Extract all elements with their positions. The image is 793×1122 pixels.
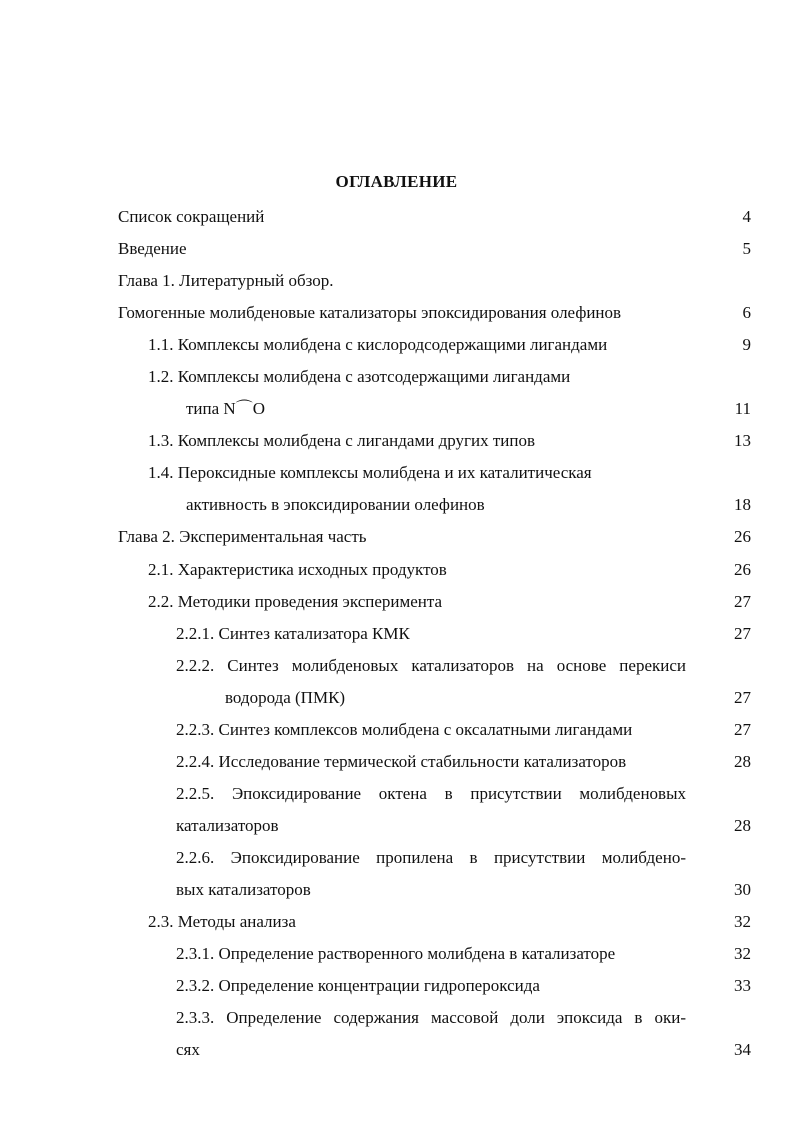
toc-entry-text: Гомогенные молибденовые катализаторы эпоксидирования олефинов xyxy=(118,303,622,322)
toc-entry-page: 33 xyxy=(734,976,751,995)
toc-entry xyxy=(0,973,793,999)
toc-entry-text: 2.2.4. Исследование термической стабильности катализаторов xyxy=(176,752,627,771)
toc-entry-text: Список сокращений xyxy=(118,207,265,226)
toc-entry-text: Введение xyxy=(118,239,187,258)
toc-entry-page: 30 xyxy=(734,880,751,899)
toc-entry xyxy=(0,492,793,518)
toc-entry xyxy=(0,621,793,647)
toc-entry-text: Глава 2. Экспериментальная часть xyxy=(118,527,367,546)
toc-entry xyxy=(0,1005,793,1031)
toc-entry-page: 13 xyxy=(734,431,751,450)
toc-entry xyxy=(0,332,793,358)
toc-entry xyxy=(0,685,793,711)
toc-entry xyxy=(0,877,793,903)
toc-entry xyxy=(0,941,793,967)
toc-entry-page: 5 xyxy=(742,239,751,258)
toc-entry-text: сях xyxy=(176,1040,200,1059)
toc-entry xyxy=(0,364,793,390)
toc-entry-text: 2.3.2. Определение концентрации гидропероксида xyxy=(176,976,540,995)
toc-entry xyxy=(0,396,793,422)
toc-entry-text: 1.3. Комплексы молибдена с лигандами других типов xyxy=(148,431,535,450)
toc-entry-text: 2.2.2. Синтез молибденовых катализаторов на основе перекиси xyxy=(176,656,686,675)
toc-entry-text: 2.1. Характеристика исходных продуктов xyxy=(148,560,447,579)
toc-entry xyxy=(0,300,793,326)
toc-entry xyxy=(0,717,793,743)
toc-entry-text: 2.2.1. Синтез катализатора КМК xyxy=(176,624,410,643)
toc-entry xyxy=(0,268,793,294)
toc-entry-page: 9 xyxy=(742,335,751,354)
toc-entry-text: катализаторов xyxy=(176,816,279,835)
toc-entry xyxy=(0,524,793,550)
toc-entry-page: 27 xyxy=(734,624,751,643)
toc-entry-page: 26 xyxy=(734,560,751,579)
toc-entry xyxy=(0,557,793,583)
toc-entry-page: 27 xyxy=(734,720,751,739)
toc-entry-text: 2.2.6. Эпоксидирование пропилена в присутствии молибдено- xyxy=(176,848,686,867)
toc-entry-text: 1.2. Комплексы молибдена с азотсодержащими лигандами xyxy=(148,367,571,386)
toc-entry xyxy=(0,460,793,486)
toc-entry-page: 26 xyxy=(734,527,751,546)
toc-entry xyxy=(0,428,793,454)
toc-entry-page: 28 xyxy=(734,752,751,771)
toc-entry-text: типа N⌒O xyxy=(186,399,265,418)
toc-entry-text: водорода (ПМК) xyxy=(225,688,346,707)
toc-entry xyxy=(0,653,793,679)
toc-entry xyxy=(0,1037,793,1063)
toc-entry-text: 2.3. Методы анализа xyxy=(148,912,296,931)
toc-entry-text: Глава 1. Литературный обзор. xyxy=(118,271,334,290)
toc-entry-text: 2.2.5. Эпоксидирование октена в присутствии молибденовых xyxy=(176,784,686,803)
toc-entry xyxy=(0,845,793,871)
toc-entry-page: 32 xyxy=(734,944,751,963)
toc-entry-page: 34 xyxy=(734,1040,751,1059)
toc-entry xyxy=(0,236,793,262)
toc-entry-text: 2.3.3. Определение содержания массовой доли эпоксида в оки- xyxy=(176,1008,686,1027)
toc-entry-page: 27 xyxy=(734,688,751,707)
toc-entry-text: 2.3.1. Определение растворенного молибдена в катализаторе xyxy=(176,944,616,963)
toc-entry xyxy=(0,204,793,230)
toc-entry xyxy=(0,749,793,775)
toc-entry xyxy=(0,781,793,807)
toc-entry-text: 2.2.3. Синтез комплексов молибдена с оксалатными лигандами xyxy=(176,720,633,739)
toc-entry-text: 1.1. Комплексы молибдена с кислородсодержащими лигандами xyxy=(148,335,608,354)
toc-entry-page: 18 xyxy=(734,495,751,514)
toc-entry-text: 1.4. Пероксидные комплексы молибдена и их каталитическая xyxy=(148,463,592,482)
toc-entry-page: 4 xyxy=(742,207,751,226)
toc-entry xyxy=(0,909,793,935)
toc-entry-page: 11 xyxy=(734,399,751,418)
toc-entry-text: активность в эпоксидировании олефинов xyxy=(186,495,485,514)
page-title: ОГЛАВЛЕНИЕ xyxy=(335,172,458,191)
toc-entry-page: 27 xyxy=(734,592,751,611)
toc-entry xyxy=(0,589,793,615)
toc-entry-text: вых катализаторов xyxy=(176,880,311,899)
toc-entry-page: 28 xyxy=(734,816,751,835)
toc-entry-page: 32 xyxy=(734,912,751,931)
toc-entry-page: 6 xyxy=(742,303,751,322)
toc-entry-text: 2.2. Методики проведения эксперимента xyxy=(148,592,443,611)
toc-entry xyxy=(0,813,793,839)
